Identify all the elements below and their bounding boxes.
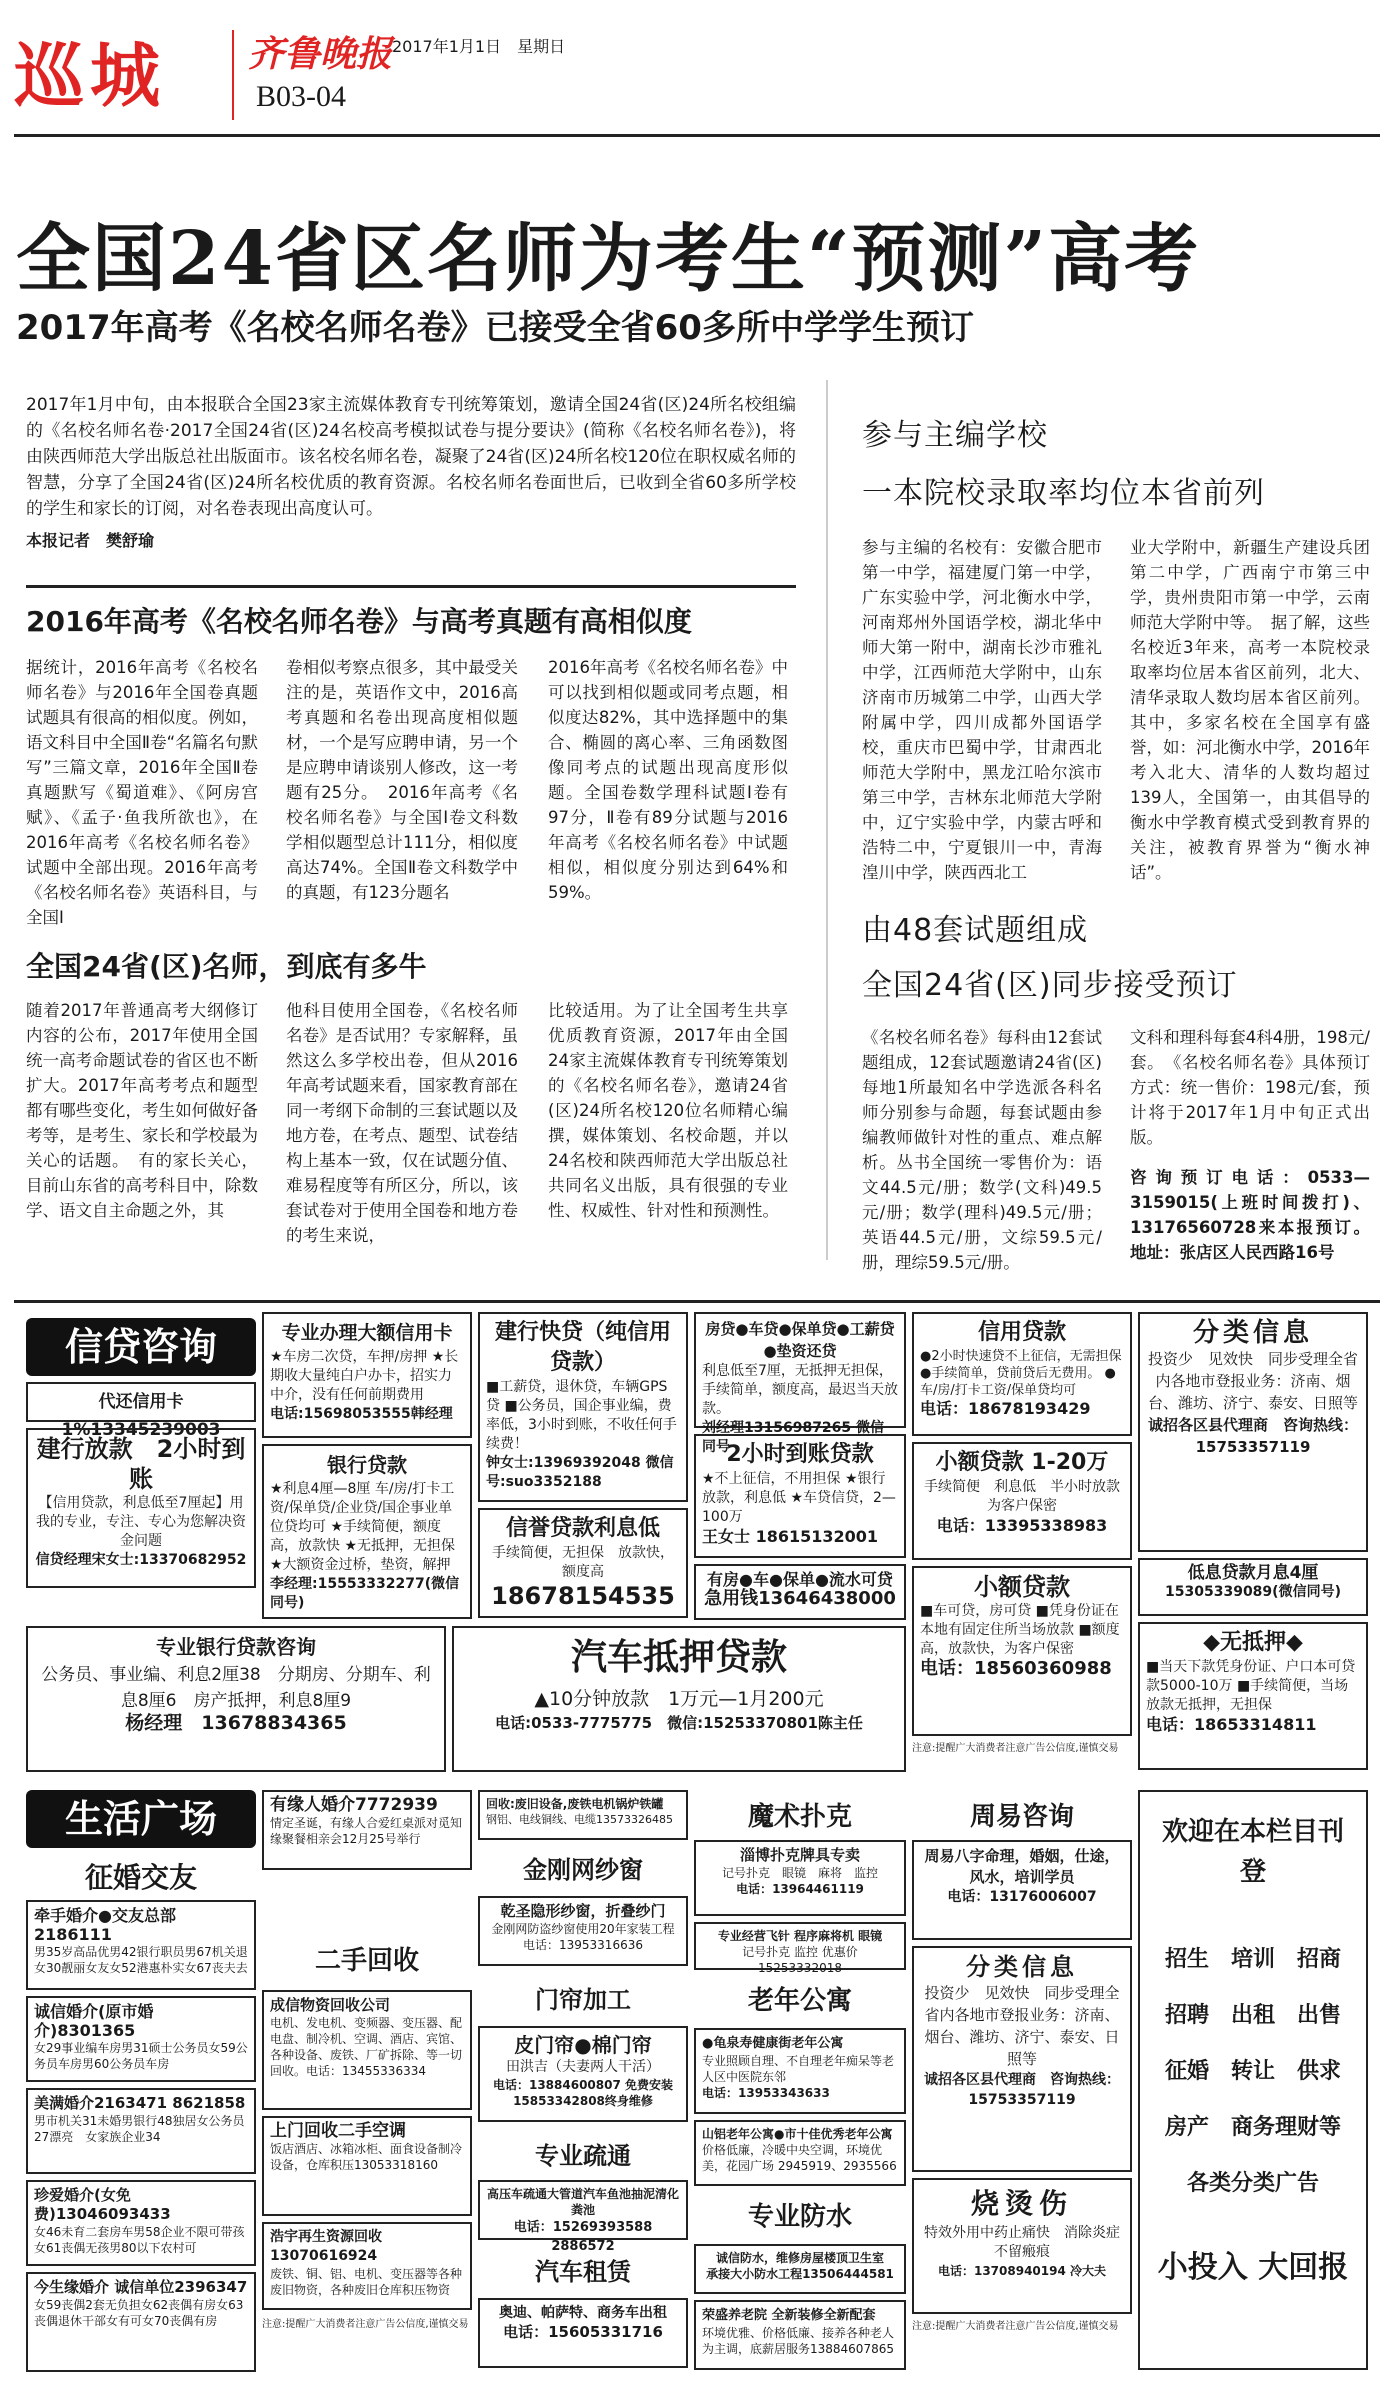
credit-card-ad: 代还信用卡1%13345239003	[26, 1382, 256, 1422]
ad-title: 信用贷款	[977, 1320, 1066, 1345]
ad-burn	[912, 2178, 1132, 2314]
section1-col1: 据统计，2016年高考《名校名师名卷》与2016年全国卷真题试题具有很高的相似度。例如，语文科目中全国Ⅱ卷“名篇名句默写”三篇文章，2016年全国Ⅱ卷真题默写《蜀道难》、《阿房宫赋》、《孟子·鱼我所欲也》，在2016年高考《名校名师名卷》试题中全部出现。2016年高考《名校名师名卷》英语科目，与全国Ⅰ	[26, 658, 258, 927]
ad-contact: 电话：18653314811	[1146, 1715, 1317, 1734]
ad-title: 珍爱婚介(女免费)13046093433	[34, 2186, 171, 2223]
recycle-heading: 二手回收	[314, 1946, 419, 1976]
right1-colB: 业大学附中，新疆生产建设兵团第二中学，广西南宁市第三中学，贵州贵阳市第一中学，云南师范大学附中等。 据了解，这些名校近3年来，高考一本院校录取率均位居本省区前列，北大、清华录取人数均居本省区前列。其中，多家名校在全国享有盛誉，如：河北衡水中学，2016年考入北大、清华的人数均超过139人，全国第一，由其倡导的衡水中学教育模式受到教育界的关注，被教育界誉为“衡水神话”。	[1130, 538, 1370, 882]
lead-paragraph: 2017年1月中旬，由本报联合全国23家主流媒体教育专刊统筹策划，邀请全国24省(区)24所名校组编的《名校名师名卷·2017全国24省(区)24名校高考模拟试卷与提分要诀》(简称《名校名师名卷》)，将由陕西师范大学出版总社出版面市。该名校名师名卷，凝聚了24省(区)24所名校120位在职权威名师的智慧，分享了全国24省(区)24所名校优质的教育资源。名校名师名卷面世后，已收到全省60多所学校的学生和家长的订阅，对名卷表现出高度认可。	[26, 395, 796, 519]
ad-title: 房贷●车贷●保单贷●工薪贷●垫资还贷	[705, 1320, 895, 1360]
ad-elderly-1	[694, 2028, 906, 2114]
ads-rule	[14, 1300, 1380, 1303]
ad-title: 信誉贷款利息低	[505, 1516, 660, 1541]
ad-contact: 电话：18560360988	[920, 1658, 1112, 1679]
ad-contact: 电话：13964461119	[736, 1882, 864, 1896]
ad-marriage-5	[26, 2272, 256, 2372]
car-rental-heading: 汽车租赁	[535, 2258, 631, 2286]
ad-text: 记号扑克 监控 优惠价15253332018	[742, 1945, 858, 1975]
ad-recycle-4	[478, 1790, 688, 1840]
ad-text: 专业照顾自理、不自理老年痴呆等老人区中医院东邻	[702, 2054, 895, 2084]
marriage-heading: 征婚交友	[84, 1861, 197, 1894]
section-title: 巡城	[14, 34, 166, 117]
ad-text: ●2小时快速贷不上征信，无需担保 ●手续简单，贷前贷后无费用。 ●车/房/打卡工资/保单贷均可	[920, 1349, 1122, 1398]
ad-recycle-3	[262, 2222, 472, 2310]
ad-contact: 钟女士:13969392048 微信号:suo3352188	[486, 1455, 674, 1490]
ad-text: 投资少 见效快 同步受理全省内各地市登报业务：济南、烟台、潍坊、济宁、泰安、日照等	[1147, 1350, 1358, 1412]
life-banner: 生活广场	[26, 1790, 256, 1848]
ad-contact: 电话：13708940194 冷大夫	[937, 2264, 1107, 2278]
ad-text: ★不上征信，不用担保 ★银行放款，利息低 ★车贷信贷，2—100万	[702, 1471, 896, 1525]
ad-contact: 电话：15269393588 2886572	[513, 2220, 653, 2254]
ad-marriage-6	[262, 1790, 472, 1870]
section-rule	[26, 585, 796, 588]
ad-text: ■当天下款凭身份证、户口本可贷款5000-10万 ■手续简便，当场放款无抵押，无担保	[1146, 1659, 1356, 1713]
ad-poker-2	[694, 1922, 906, 1975]
ad-title: 诚信防水，维修房屋楼顶卫生室	[715, 2251, 884, 2265]
ad-text: 废铁、铜、铝、电机、变压器等各种废旧物资，各种废旧仓库积压物资	[270, 2267, 463, 2297]
ad-contact: 电话:0533-7775775 微信:15253370801陈主任	[495, 1714, 863, 1732]
ad-text: 电机、发电机、变频器、变压器、配电盘、制冷机、空调、酒店、宾馆、各种设备、废铁、厂矿拆除、等一切回收。电话：13455336334	[270, 2016, 463, 2078]
ad-title: 成信物资回收公司	[270, 1996, 391, 2014]
ad-nursing	[694, 2300, 906, 2370]
ad-drain	[478, 2180, 688, 2254]
page-number: B03-04	[256, 80, 346, 113]
ad-waterproof	[694, 2244, 906, 2294]
ad-screen	[478, 1896, 688, 1966]
byline: 本报记者 樊舒瑜	[26, 531, 155, 550]
ad-xinyong	[912, 1312, 1132, 1436]
ad-jianhang	[26, 1428, 256, 1588]
ad-contact: 18678154535	[491, 1582, 675, 1610]
ad-contact: 杨经理 13678834365	[125, 1712, 347, 1734]
ad-contact: 诚招各区县代理商 咨询热线：15753357119	[1147, 1416, 1358, 1456]
ad-text: 环境优雅、价格低廉、接养各种老人为主调，底薪居服务13884607865	[702, 2326, 895, 2356]
ad-2h-loan	[694, 1434, 906, 1558]
ad-zhouyi	[912, 1840, 1132, 1940]
ad-title: 低息贷款月息4厘	[1187, 1563, 1319, 1583]
ad-contact: 电话:15698053555韩经理	[270, 1406, 453, 1422]
ad-text: ▲10分钟放款 1万元—1月200元	[534, 1688, 824, 1710]
ad-welcome	[1138, 1790, 1368, 2370]
ad-text: 女59丧偶2套无负担女62丧偶有房女63丧偶退休干部女有可女70丧偶有房	[34, 2298, 244, 2328]
ad-notice: 注意:提醒广大消费者注意广告公信度,谨慎交易	[262, 2319, 469, 2330]
ad-text: 记号扑克 眼镜 麻将 监控	[721, 1866, 878, 1880]
ad-text: 投资少 见效快 同步受理全省内各地市登报业务：济南、烟台、潍坊、济宁、泰安、日照等	[924, 1984, 1120, 2068]
ad-text: 价格低廉，冷暖中央空调，环境优美，花园广场 2945919、2935566	[702, 2143, 897, 2173]
ad-title: 高压车疏通大管道汽车鱼池抽泥清化粪池	[486, 2187, 679, 2217]
ad-no-collateral	[1138, 1622, 1368, 1770]
ad-marriage-2	[26, 1996, 256, 2082]
ad-title: 建行快贷（纯信用贷款）	[494, 1320, 671, 1375]
ad-title: 牵手婚介●交友总部2186111	[34, 1906, 176, 1944]
ad-notice: 注意:提醒广大消费者注意广告公信度,谨慎交易	[912, 2321, 1119, 2332]
section1-title: 2016年高考《名校名师名卷》与高考真题有高相似度	[26, 605, 692, 638]
ad-text: 特效外用中药止痛快 消除炎症 不留瘢痕	[924, 2225, 1134, 2260]
ad-contact: 电话：13953343633	[702, 2086, 830, 2100]
ad-credit-loan	[478, 1508, 688, 1618]
ad-contact: 电话：18678193429	[920, 1399, 1091, 1418]
ad-title: 美满婚介2163471 8621858	[34, 2094, 246, 2112]
ad-title: 淄博扑克牌具专卖	[739, 1846, 860, 1864]
ad-small-loan-2	[912, 1566, 1132, 1736]
screen-heading: 金刚网纱窗	[523, 1856, 643, 1884]
ad-text: ■工薪贷，退休贷，车辆GPS贷 ■公务员，国企事业编，费率低，3小时到账，不收任何手续费！	[486, 1379, 677, 1452]
ad-contact: 小投入 大回报	[1157, 2250, 1349, 2285]
ad-contact: 刘经理13156987265 微信同号	[702, 1420, 885, 1455]
ad-classified-2	[912, 1946, 1132, 2172]
ad-text: 【信用贷款，利息低至7厘起】用我的专业，专注、专心为您解决资金问题	[36, 1495, 246, 1549]
ad-title: 荣盛养老院 全新装修全新配套	[702, 2308, 876, 2323]
right2-colA: 《名校名师名卷》每科由12套试题组成，12套试题邀请24省(区)每地1所最知名中学选派各科名师分别参与命题，每套试题由参编教师做针对性的重点、难点解析。丛书全国统一零售价为：语文44.5元/册；数学(文科)49.5元/册；数学(理科)49.5元/册；英语44.5元/册，文综59.5元/册，理综59.5元/册。	[862, 1028, 1102, 1272]
ad-text: 女29事业编车房男31硕士公务员女59公务员车房男60公务员车房	[34, 2041, 248, 2071]
section1-col2: 卷相似考察点很多，其中最受关注的是，英语作文中，2016高考真题和名卷出现高度相似题材，一个是写应聘申请，另一个是应聘申请谈别人修改，这一考题有25分。 2016年高考《名校名师名卷》与全国Ⅰ卷文科数学相似题型总计111分，相似度高达74%。全国Ⅱ卷文科数学中的真题，有123分题名	[286, 658, 518, 902]
ad-contact: 电话：13176006007	[947, 1889, 1097, 1905]
right2-subheading: 全国24省(区)同步接受预订	[862, 968, 1238, 1003]
ad-small-loan	[912, 1442, 1132, 1560]
ad-text: 钢铝、电线铜线、电缆13573326485	[486, 1813, 673, 1826]
ad-contact: 急用钱13646438000	[704, 1588, 896, 1609]
ad-title: 诚信婚介(原市婚介)8301365	[34, 2002, 154, 2040]
section2-col1: 随着2017年普通高考大纲修订内容的公布，2017年使用全国统一高考命题试卷的省区也不断扩大。2017年高考考点和题型都有哪些变化，考生如何做好备考等，是考生、家长和学校最为关心的话题。 有的家长关心，目前山东省的高考科目中，除数学、语文自主命题之外，其	[26, 1001, 258, 1220]
right1-colA: 参与主编的名校有：安徽合肥市第一中学，福建厦门第一中学，广东实验中学，河北衡水中学，河南郑州外国语学校，湖北华中师大第一附中，湖南长沙市雅礼中学，江西师范大学附中，山东济南市历城第二中学，山西大学附属中学，四川成都外国语学校，重庆市巴蜀中学，甘肃西北师范大学附中，黑龙江哈尔滨市第三中学，吉林东北师范大学附中，辽宁实验中学，内蒙古呼和浩特二中，宁夏银川一中，青海湟川中学，陕西西北工	[862, 538, 1102, 882]
issue-date: 2017年1月1日 星期日	[392, 37, 566, 56]
ad-marriage-4	[26, 2180, 256, 2266]
ad-text: 手续简便，无担保 放款快，额度高	[492, 1545, 674, 1580]
ad-classified	[1138, 1312, 1368, 1552]
ad-contact: 电话：13395338983	[936, 1516, 1108, 1535]
section1-col3: 2016年高考《名校名师名卷》中可以找到相似题或同考点题，相似度达82%，其中选择题中的集合、椭圆的离心率、三角函数图像同考点的试题出现高度形似题。全国卷数学理科试题Ⅰ卷有97分，Ⅱ卷有89分试题与2016年高考《名校名师名卷》中试题相似，相似度分别达到64%和59%。	[548, 658, 788, 902]
section2-col3: 比较适用。为了让全国考生共享优质教育资源，2017年由全国24家主流媒体教育专刊统筹策划的《名校名师名卷》，邀请24省(区)24所名校120位名师精心编撰，媒体策划、名校命题，并以24名校和陕西师范大学出版总社共同名义出版，具有很强的专业性、权威性、针对性和预测性。	[548, 1001, 788, 1220]
waterproof-heading: 专业防水	[747, 2202, 852, 2232]
ad-text: 奥迪、帕萨特、商务车出租	[499, 2305, 667, 2321]
credit-banner: 信贷咨询	[26, 1318, 256, 1376]
ad-bank-loan	[262, 1444, 472, 1619]
ad-text: 女46未育二套房车男58企业不限可带孩女61丧偶无孩男80以下农村可	[34, 2225, 245, 2255]
ad-marriage-1	[26, 1900, 256, 1990]
poker-heading: 魔术扑克	[747, 1802, 852, 1832]
ad-title: 小额贷款	[974, 1573, 1070, 1601]
ad-title: 回收:废旧设备,废铁电机锅炉铁罐	[486, 1797, 664, 1811]
ad-contact: 李经理:15553332277(微信同号)	[270, 1576, 460, 1611]
ad-text: 公务员、事业编、利息2厘38 分期房、分期车、利息8厘6 房产抵押，利息8厘9	[41, 1665, 431, 1711]
header-rule	[14, 134, 1380, 137]
drain-heading: 专业疏通	[535, 2142, 631, 2170]
ad-notice: 注意:提醒广大消费者注意广告公信度,谨慎交易	[912, 1743, 1119, 1754]
ad-title: 专业银行贷款咨询	[156, 1635, 316, 1659]
ad-text: 男市机关31未婚男银行48独居女公务员27漂亮 女家族企业34	[34, 2114, 245, 2144]
ad-text: 饭店酒店、冰箱冰柜、面食设备制冷设备，仓库积压13053318160	[270, 2142, 463, 2172]
ad-poker	[694, 1840, 906, 1916]
ad-title: ●龟泉寿健康街老年公寓	[702, 2036, 844, 2051]
ad-contact: 诚招各区县代理商 咨询热线：15753357119	[924, 2072, 1120, 2108]
ad-title: 乾圣隐形纱窗，折叠纱门	[500, 1902, 666, 1920]
ad-bank-consult	[26, 1626, 446, 1772]
section2-title: 全国24省(区)名师，到底有多牛	[26, 950, 427, 983]
ad-title: 烧烫伤	[970, 2187, 1073, 2220]
ad-text: ★车房二次贷，车押/房押 ★长期收大量纯白户办卡，招实力中介，没有任何前期费用	[270, 1349, 459, 1403]
ad-title: 有房●车●保单●流水可贷	[707, 1570, 893, 1589]
ad-contact: 电话：13884600807 免费安装15853342808终身维修	[492, 2078, 674, 2108]
ad-text: 招生 培训 招商 招聘 出租 出售 征婚 转让 供求 房产 商务理财等 各类分类广告	[1164, 1947, 1364, 2196]
ad-title: 银行贷款	[327, 1453, 407, 1477]
ad-title: 欢迎在本栏目刊登	[1161, 1817, 1344, 1887]
ad-title: ◆无抵押◆	[1203, 1630, 1303, 1655]
ad-title: 山铝老年公寓●市十佳优秀老年公寓	[702, 2127, 893, 2141]
ad-contact: 15305339089(微信同号)	[1165, 1584, 1341, 1600]
ad-title: 周易八字命理，婚姻，仕途，风水，培训学员	[924, 1847, 1120, 1886]
zhouyi-heading: 周易咨询	[969, 1802, 1074, 1832]
ad-urgent-loan	[694, 1564, 906, 1620]
main-headline: 全国24省区名师为考生“预测”高考	[16, 216, 1201, 302]
ad-recycle-2	[262, 2116, 472, 2216]
ad-text: 手续简便 利息低 半小时放款 为客户保密	[924, 1479, 1134, 1514]
right1-heading: 参与主编学校	[862, 418, 1048, 453]
ad-title: 专业办理大额信用卡	[281, 1322, 453, 1344]
right2-colB: 文科和理科每套4科4册，198元/套。 《名校名师名卷》具体预订方式：统一售价：198元/套，预计将于2017年1月中旬正式出版。	[1130, 1028, 1370, 1147]
ad-title: 汽车抵押贷款	[570, 1637, 787, 1678]
ad-contact: 信贷经理宋女士:13370682952	[35, 1552, 247, 1568]
header-divider	[232, 30, 234, 120]
ad-title: 分类信息	[1192, 1318, 1313, 1348]
ad-recycle-1	[262, 1990, 472, 2110]
ad-text: ■车可贷，房可贷 ■凭身份证在本地有固定住所当场放款 ■额度高，放款快，为客户保密	[920, 1603, 1120, 1657]
ad-title: 专业经营飞针 程序麻将机 眼镜	[717, 1929, 883, 1943]
ad-contact: 承接大小防水工程13506444581	[706, 2267, 894, 2281]
sub-headline: 2017年高考《名校名师名卷》已接受全省60多所中学学生预订	[16, 308, 974, 348]
ad-car-mortgage	[452, 1626, 906, 1772]
ad-text: 田洪吉（夫妻两人干活）	[506, 2059, 660, 2075]
right1-subheading: 一本院校录取率均位本省前列	[862, 476, 1265, 511]
ad-curtain	[478, 2026, 688, 2122]
ad-marriage-3	[26, 2088, 256, 2174]
paper-name: 齐鲁晚报	[248, 33, 393, 75]
ad-title: 2小时到账贷款	[726, 1442, 874, 1467]
ad-title: 小额贷款 1-20万	[935, 1450, 1109, 1475]
ad-title: 今生缘婚介 诚信单位2396347	[34, 2278, 248, 2296]
ad-title: 浩宇再生资源回收13070616924	[270, 2229, 382, 2264]
ad-contact: 电话：15605331716	[503, 2323, 663, 2341]
ad-text: 男35岁高品优男42银行职员男67机关退女30靓丽女友女52港惠朴实女67丧夫去	[34, 1945, 248, 1975]
ad-contact: 王女士 18615132001	[702, 1527, 879, 1546]
ad-text: 利息低至7厘，无抵押无担保，手续简单，额度高，最迟当天放款。	[702, 1363, 898, 1417]
ad-text: 金刚网防盗纱窗使用20年家装工程电话：13953316636	[491, 1922, 675, 1952]
order-contact: 咨询预订电话：0533—3159015(上班时间拨打)、13176560728来本报预订。地址：张店区人民西路16号	[1130, 1168, 1370, 1262]
ad-car-rental	[478, 2298, 688, 2368]
ad-text: ★利息4厘—8厘 车/房/打卡工资/保单贷/企业贷/国企事业单位贷均可 ★手续简便，额度高，放款快 ★无抵押，无担保 ★大额资金过桥，垫资，解押	[270, 1481, 456, 1573]
ad-title: 上门回收二手空调	[270, 2121, 406, 2141]
ad-title: 皮门帘●棉门帘	[514, 2033, 652, 2057]
ad-text: 情定圣诞，有缘人合爱红桌派对觅知缘聚餐相亲会12月25号举行	[270, 1816, 463, 1846]
column-divider	[826, 380, 828, 1260]
ad-quick-loan	[478, 1312, 688, 1502]
ad-title: 有缘人婚介7772939	[270, 1795, 438, 1815]
curtain-heading: 门帘加工	[535, 1986, 631, 2014]
ad-low-interest	[1138, 1558, 1368, 1616]
ad-credit-card	[262, 1312, 472, 1438]
right2-heading: 由48套试题组成	[862, 913, 1089, 948]
ad-elderly-2	[694, 2120, 906, 2186]
section2-col2: 他科目使用全国卷，《名校名师名卷》是否试用？专家解释，虽然这么多学校出卷，但从2016年高考试题来看，国家教育部在同一考纲下命制的三套试题以及地方卷，在考点、题型、试卷结构上基本一致，仅在试题分值、难易程度等有所区分，所以，该套试卷对于使用全国卷和地方卷的考生来说，	[286, 1001, 518, 1245]
ad-title: 建行放款 2小时到账	[36, 1435, 246, 1493]
elderly-heading: 老年公寓	[747, 1986, 852, 2016]
ad-title: 分类信息	[966, 1953, 1078, 1981]
